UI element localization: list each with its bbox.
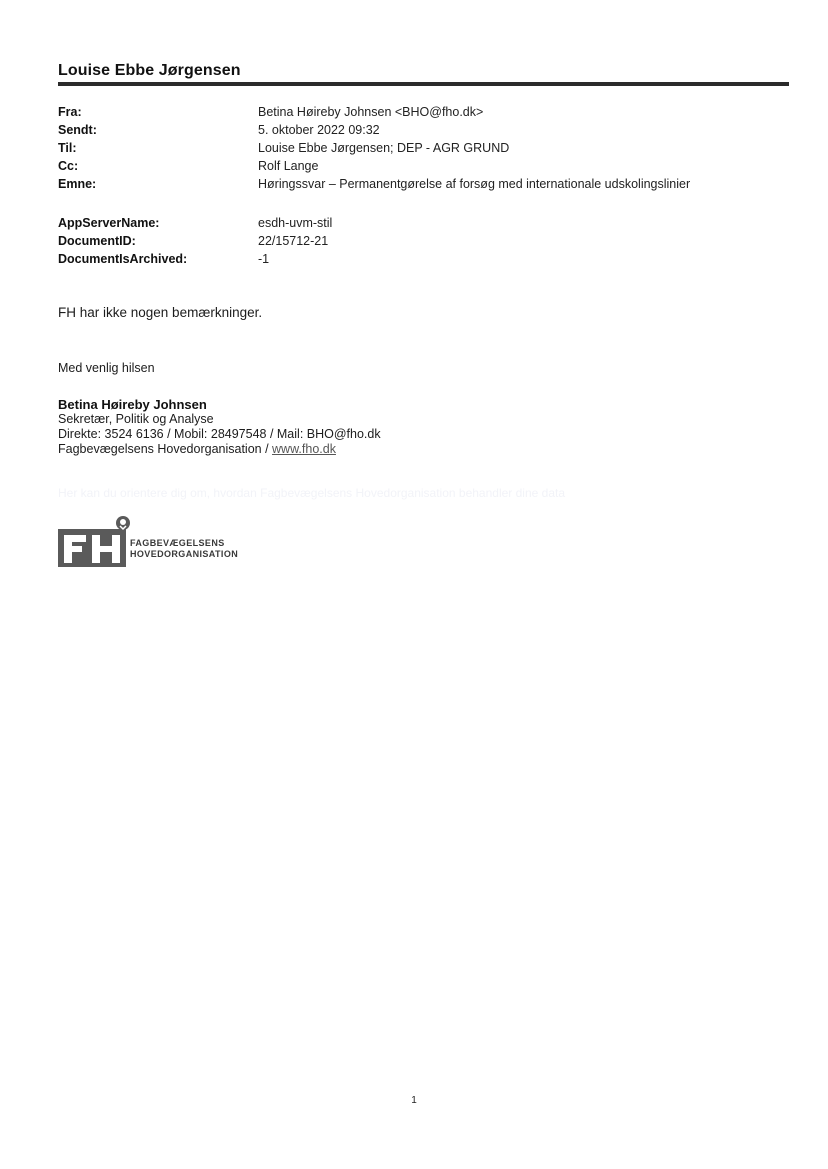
header-label: Emne: (58, 177, 97, 191)
signature-contact: Direkte: 3524 6136 / Mobil: 28497548 / Mail: BHO@fho.dk (58, 427, 381, 441)
mailbox-owner-name: Louise Ebbe Jørgensen (58, 62, 241, 79)
message-body-text: FH har ikke nogen bemærkninger. (58, 305, 263, 320)
logo-text-line2: HOVEDORGANISATION (130, 549, 239, 559)
email-signature (58, 397, 381, 457)
docinfo-label: AppServerName: (58, 216, 160, 230)
header-value: 5. oktober 2022 09:32 (258, 123, 380, 137)
header-label: Til: (58, 141, 77, 155)
signature-name: Betina Høireby Johnsen (58, 397, 207, 412)
privacy-policy-link[interactable]: Her kan du orientere dig om, hvordan Fagbevægelsens Hovedorganisation behandler dine data (58, 486, 565, 500)
signature-organisation (58, 442, 381, 457)
header-label: Sendt: (58, 123, 97, 137)
signature-org-name: Fagbevægelsens Hovedorganisation / (58, 442, 273, 456)
website-link[interactable]: www.fho.dk (272, 442, 336, 456)
docinfo-label: DocumentID: (58, 234, 136, 248)
closing-greeting: Med venlig hilsen (58, 361, 155, 375)
fh-logo-graphic (58, 515, 298, 571)
header-value: Rolf Lange (258, 159, 319, 173)
header-value: Betina Høireby Johnsen <BHO@fho.dk> (258, 105, 484, 119)
signature-title: Sekretær, Politik og Analyse (58, 412, 214, 426)
header-divider (58, 82, 789, 86)
docinfo-value: esdh-uvm-stil (258, 216, 333, 230)
page-number: 1 (411, 1095, 417, 1106)
header-value: Høringssvar – Permanentgørelse af forsøg med internationale udskolingslinier (258, 177, 691, 191)
logo-text-line1: FAGBEVÆGELSENS (130, 538, 225, 548)
header-label: Fra: (58, 105, 82, 119)
header-label: Cc: (58, 159, 79, 173)
docinfo-value: 22/15712-21 (258, 234, 329, 248)
docinfo-value: -1 (258, 252, 270, 266)
header-value: Louise Ebbe Jørgensen; DEP - AGR GRUND (258, 141, 510, 155)
fh-logo (58, 515, 298, 571)
docinfo-label: DocumentIsArchived: (58, 252, 188, 266)
